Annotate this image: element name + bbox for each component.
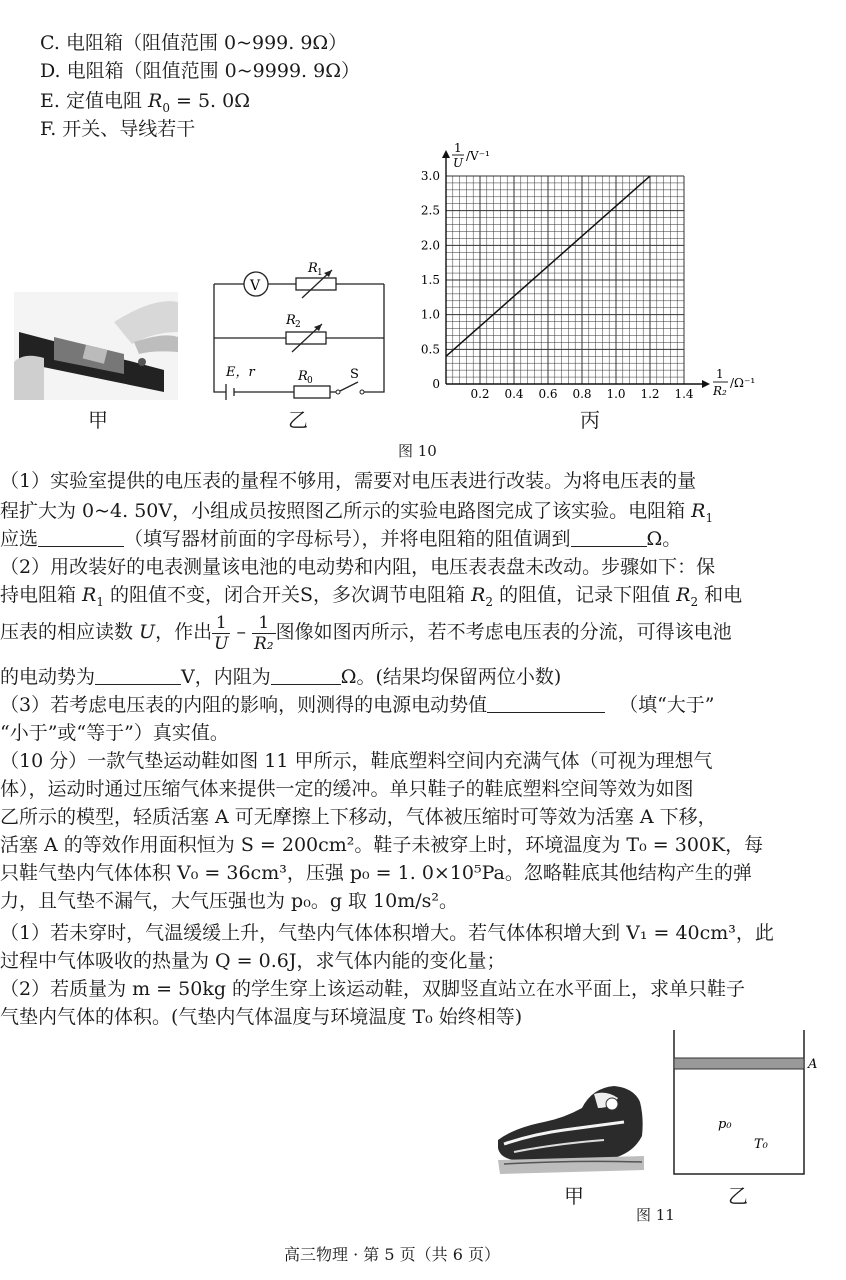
- circuit-r0-label: R: [298, 369, 308, 384]
- p2-line5: 只鞋气垫内气体体积 V₀ = 36cm³，压强 p₀ = 1. 0×10⁵Pa。忽略鞋底其他结构产生的弹: [0, 862, 752, 884]
- q2-var-r2b-sub: 2: [690, 594, 699, 609]
- option-d: D. 电阻箱（阻值范围 0~9999. 9Ω）: [40, 60, 360, 82]
- q2-line2-c: 的阻值，记录下阻值: [493, 584, 677, 606]
- p2-line1: （10 分）一款气垫运动鞋如图 11 甲所示，鞋底塑料空间内充满气体（可视为理想气: [0, 750, 713, 772]
- page-footer: 高三物理 · 第 5 页（共 6 页）: [284, 1245, 500, 1264]
- q2-frac-1-r2-den: R₂: [254, 633, 274, 654]
- q2-var-u: U: [139, 621, 156, 643]
- chart-xlabel-den: R₂: [713, 384, 727, 398]
- q2-line4-a: 的电动势为: [0, 666, 96, 688]
- option-f: F. 开关、导线若干: [40, 118, 196, 140]
- q3-line1-a: （3）若考虑电压表的内阻的影响，则测得的电源电动势值: [0, 694, 488, 716]
- q2-line3-a: 压表的相应读数: [0, 621, 140, 643]
- x-axis-arrow: [702, 380, 710, 388]
- q2-var-r1-sub: 1: [96, 594, 104, 609]
- y-tick-label: 1.0: [420, 307, 440, 322]
- circuit-voltmeter-label: V: [250, 278, 261, 294]
- q2-line3-c: 图像如图丙所示，若不考虑电压表的分流，可得该电池: [275, 621, 732, 643]
- figure10-caption: 图 10: [398, 442, 437, 460]
- q3-blank-compare[interactable]: [487, 692, 605, 713]
- p2-sub1-line1: （1）若未穿时，气温缓缓上升，气垫内气体体积增大。若气体体积增大到 V₁ = 40cm³，此: [0, 922, 774, 944]
- chart-ylabel-den: U: [453, 156, 464, 170]
- figure10-chart: [410, 140, 780, 410]
- circuit-r1-sub: 1: [317, 268, 323, 278]
- figure11-label-yi: 乙: [728, 1184, 748, 1208]
- q3-line1: [0, 692, 715, 718]
- y-axis-arrow: [442, 150, 450, 158]
- piston-a: [674, 1058, 804, 1069]
- option-e-value: = 5. 0Ω: [169, 90, 250, 112]
- y-tick-label: 1.5: [420, 273, 440, 287]
- p2-sub2-line2: 气垫内气体的体积。(气垫内气体温度与环境温度 T₀ 始终相等): [0, 1006, 523, 1028]
- q2-var-r1: R: [82, 584, 97, 606]
- circuit-r2-sub: 2: [295, 320, 301, 330]
- p2-sub1-line2: 过程中气体吸收的热量为 Q = 0.6J，求气体内能的变化量；: [0, 950, 506, 972]
- x-tick-label: 1.0: [606, 387, 626, 401]
- q2-frac-1-u-den: U: [214, 633, 229, 654]
- q2-line3-b: ，作出: [155, 621, 213, 643]
- pressure-label: p₀: [718, 1117, 732, 1132]
- figure10-label-bing: 丙: [580, 408, 600, 432]
- figure10-label-jia: 甲: [88, 408, 108, 432]
- circuit-emf-label: E，r: [226, 365, 255, 380]
- figure10-photo: [14, 292, 178, 400]
- cylinder-walls: [674, 1030, 804, 1174]
- figure11-cylinder: [668, 1028, 828, 1178]
- q1-line3-b: （填写器材前面的字母标号），并将电阻箱的阻值调到: [124, 528, 571, 550]
- chart-xlabel-unit: /Ω⁻¹: [730, 376, 756, 390]
- p2-line3: 乙所示的模型，轻质活塞 A 可无摩擦上下移动，气体被压缩时可等效为活塞 A 下移，: [0, 806, 717, 828]
- q1-line2-text: 程扩大为 0~4. 50V，小组成员按照图乙所示的实验电路图完成了该实验。电阻箱: [0, 500, 692, 522]
- q2-blank-emf[interactable]: [95, 664, 181, 685]
- p2-sub2-line1: （2）若质量为 m = 50kg 的学生穿上该运动鞋，双脚竖直站立在水平面上，求单只鞋子: [0, 978, 746, 1000]
- chart-axes: [442, 150, 710, 388]
- circuit-r0-sub: 0: [307, 376, 313, 386]
- q2-line2-a: 持电阻箱: [0, 584, 83, 606]
- option-e-sub: 0: [162, 100, 170, 115]
- q2-var-r2b: R: [676, 584, 691, 606]
- q2-frac-1-u: [212, 613, 230, 654]
- x-tick-label: 0.6: [538, 387, 558, 401]
- option-c: C. 电阻箱（阻值范围 0~999. 9Ω）: [40, 32, 348, 54]
- q2-line2-b: 的阻值不变，闭合开关S，多次调节电阻箱: [104, 584, 472, 606]
- q2-blank-internal-resistance[interactable]: [271, 664, 341, 685]
- p2-line2: 体），运动时通过压缩气体来提供一定的缓冲。单只鞋子的鞋底塑料空间等效为如图: [0, 778, 694, 800]
- p2-line6: 力，且气垫不漏气，大气压强也为 p₀。g 取 10m/s²。: [0, 890, 459, 912]
- q2-line3: 压表的相应读数 U，作出 $\frac{1}{U}$ – $\frac{1}{\text{R₂}}$ 图像如图丙所示，若不考虑电压表的分流，可得该电池: [0, 612, 732, 654]
- q2-line4-b: V，内阻为: [181, 666, 271, 688]
- y-tick-label: 0: [432, 377, 440, 391]
- q1-line1: （1）实验室提供的电压表的量程不够用，需要对电压表进行改装。为将电压表的量: [0, 470, 697, 492]
- x-tick-label: 0.8: [572, 387, 592, 401]
- chart-grid: [446, 176, 684, 384]
- q2-line2-d: 和电: [698, 584, 743, 606]
- temperature-label: T₀: [754, 1137, 768, 1152]
- q1-line2-sub: 1: [705, 510, 714, 525]
- figure11-shoe: [494, 1078, 650, 1176]
- circuit-r1-label: R: [308, 261, 318, 276]
- piston-label: A: [808, 1057, 818, 1072]
- q1-line3-c: Ω。: [646, 528, 682, 550]
- circuit-r2-label: R: [286, 313, 296, 328]
- y-tick-label: 3.0: [420, 169, 440, 183]
- p2-line4: 活塞 A 的等效作用面积恒为 S = 200cm²。鞋子未被穿上时，环境温度为 T₀ = 300K，每: [0, 834, 764, 856]
- chart-ylabel-unit: /V⁻¹: [466, 149, 490, 163]
- q2-var-r2-sub: 2: [485, 594, 494, 609]
- y-tick-label: 0.5: [420, 342, 440, 357]
- figure11-label-jia: 甲: [564, 1184, 584, 1208]
- option-e-var: R: [148, 90, 163, 112]
- q2-line4-c: Ω。(结果均保留两位小数): [340, 666, 562, 688]
- figure10-circuit: [204, 254, 394, 404]
- option-e-prefix: E. 定值电阻: [40, 90, 148, 112]
- x-tick-label: 0.2: [470, 387, 490, 401]
- figure11-caption: 图 11: [636, 1206, 675, 1224]
- q1-line3: [0, 526, 681, 552]
- y-tick-label: 2.0: [420, 238, 440, 253]
- q2-line1: （2）用改装好的电表测量该电池的电动势和内阻，电压表表盘未改动。步骤如下：保: [0, 556, 716, 578]
- x-tick-label: 1.2: [640, 387, 660, 401]
- q3-line2: “小于”或“等于”）真实值。: [0, 722, 229, 744]
- q1-line2-var: R: [691, 500, 706, 522]
- q1-blank-choice[interactable]: [38, 526, 124, 547]
- x-tick-label: 1.4: [674, 387, 694, 401]
- y-tick-label: 2.5: [420, 203, 440, 218]
- q2-frac-1-r2-num: 1: [252, 613, 276, 634]
- chart-xlabel-num: 1: [716, 367, 724, 381]
- circuit-switch-label: S: [350, 367, 359, 382]
- x-tick-label: 0.4: [504, 387, 524, 401]
- q1-blank-resistance[interactable]: [571, 526, 647, 547]
- q2-frac-1-r2: [252, 613, 276, 654]
- chart-ylabel-num: 1: [454, 141, 462, 155]
- q2-var-r2: R: [471, 584, 486, 606]
- q3-line1-b: （填“大于”: [619, 694, 715, 716]
- q2-frac-1-u-num: 1: [212, 613, 230, 634]
- q2-line4: [0, 664, 561, 690]
- q1-line3-a: 应选: [0, 528, 39, 550]
- figure10-label-yi: 乙: [288, 408, 308, 432]
